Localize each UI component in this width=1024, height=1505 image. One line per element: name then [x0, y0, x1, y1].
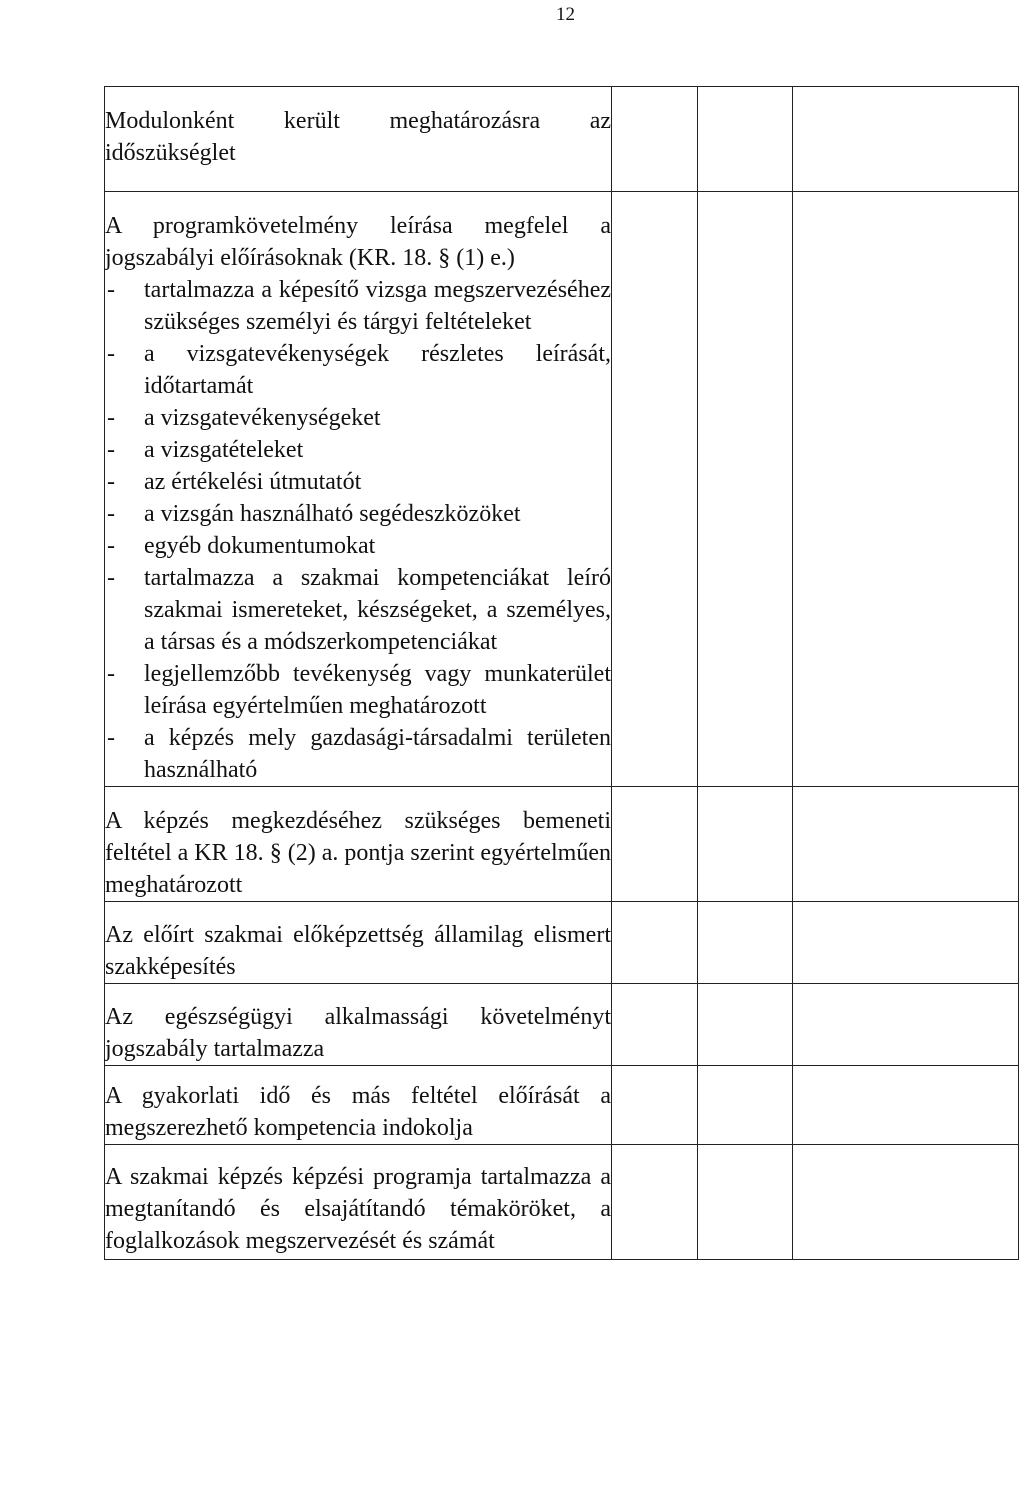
empty-cell — [698, 984, 793, 1066]
list-item: - egyéb dokumentumokat — [105, 530, 611, 562]
empty-cell — [793, 87, 1019, 192]
table-row — [105, 984, 1019, 1066]
list-item-text: egyéb dokumentumokat — [144, 533, 376, 559]
list-item-text: a vizsgatevékenységeket — [144, 405, 381, 431]
list-item: - a vizsgatételeket — [105, 434, 611, 466]
list-item-text: tartalmazza a képesítő vizsga megszervezéséhez szükséges személyi és tárgyi feltételeket — [144, 277, 611, 335]
criterion-text: Modulonként került meghatározásra az időszükséglet — [105, 108, 611, 166]
list-item: - az értékelési útmutatót — [105, 466, 611, 498]
empty-cell — [698, 192, 793, 787]
table-row — [105, 1066, 1019, 1145]
criterion-cell — [105, 787, 612, 902]
list-item-text: a vizsgán használható segédeszközöket — [144, 501, 521, 527]
list-item-text: a képzés mely gazdasági-társadalmi területen használható — [144, 725, 611, 783]
empty-cell — [612, 1066, 698, 1145]
empty-cell — [612, 984, 698, 1066]
table-row — [105, 192, 1019, 787]
table-row — [105, 1145, 1019, 1260]
empty-cell — [612, 902, 698, 984]
empty-cell — [612, 787, 698, 902]
criterion-cell — [105, 902, 612, 984]
empty-cell — [612, 192, 698, 787]
list-item: - a képzés mely gazdasági-társadalmi területen használható — [105, 722, 611, 786]
criteria-table — [104, 86, 1019, 1260]
list-item: - a vizsgán használható segédeszközöket — [105, 498, 611, 530]
empty-cell — [698, 87, 793, 192]
criterion-cell — [105, 1145, 612, 1260]
empty-cell — [698, 1145, 793, 1260]
list-item: - legjellemzőbb tevékenység vagy munkaterület leírása egyértelműen meghatározott — [105, 658, 611, 722]
list-item-text: az értékelési útmutatót — [144, 469, 362, 495]
list-item: - a vizsgatevékenységek részletes leírását, időtartamát — [105, 338, 611, 402]
criterion-text: Az egészségügyi alkalmassági követelményt jogszabály tartalmazza — [105, 1004, 611, 1062]
table-row — [105, 787, 1019, 902]
table-row — [105, 902, 1019, 984]
list-item-text: tartalmazza a szakmai kompetenciákat leíró szakmai ismereteket, készségeket, a személyes, a társas és a módszerkompetenciákat — [144, 565, 611, 655]
list-item: - tartalmazza a képesítő vizsga megszervezéséhez szükséges személyi és tárgyi feltételeket — [105, 274, 611, 338]
empty-cell — [793, 902, 1019, 984]
empty-cell — [793, 1066, 1019, 1145]
criterion-cell — [105, 984, 612, 1066]
empty-cell — [793, 1145, 1019, 1260]
criterion-text: A képzés megkezdéséhez szükséges bemeneti feltétel a KR 18. § (2) a. pontja szerint egyértelműen meghatározott — [105, 808, 611, 898]
criterion-text: Az előírt szakmai előképzettség államilag elismert szakképesítés — [105, 922, 611, 980]
list-item-text: a vizsgatevékenységek részletes leírását, időtartamát — [144, 341, 611, 399]
requirements-list — [105, 274, 611, 786]
list-item-text: legjellemzőbb tevékenység vagy munkaterület leírása egyértelműen meghatározott — [144, 661, 611, 719]
criterion-intro: A programkövetelmény leírása megfelel a jogszabályi előírásoknak (KR. 18. § (1) e.) — [105, 213, 611, 271]
empty-cell — [698, 902, 793, 984]
table-row — [105, 87, 1019, 192]
list-item: - tartalmazza a szakmai kompetenciákat leíró szakmai ismereteket, készségeket, a személyes, a társas és a módszerkompetenciákat — [105, 562, 611, 658]
page-number: 12 — [556, 4, 575, 25]
empty-cell — [612, 1145, 698, 1260]
criterion-cell — [105, 1066, 612, 1145]
empty-cell — [793, 787, 1019, 902]
list-item: - a vizsgatevékenységeket — [105, 402, 611, 434]
empty-cell — [612, 87, 698, 192]
criterion-cell — [105, 87, 612, 192]
criterion-text: A szakmai képzés képzési programja tartalmazza a megtanítandó és elsajátítandó témaköröket, a foglalkozások megszervezését és számát — [105, 1164, 611, 1254]
list-item-text: a vizsgatételeket — [144, 437, 304, 463]
criterion-text: A gyakorlati idő és más feltétel előírását a megszerezhető kompetencia indokolja — [105, 1083, 611, 1141]
empty-cell — [793, 192, 1019, 787]
empty-cell — [698, 787, 793, 902]
empty-cell — [793, 984, 1019, 1066]
criterion-cell — [105, 192, 612, 787]
empty-cell — [698, 1066, 793, 1145]
